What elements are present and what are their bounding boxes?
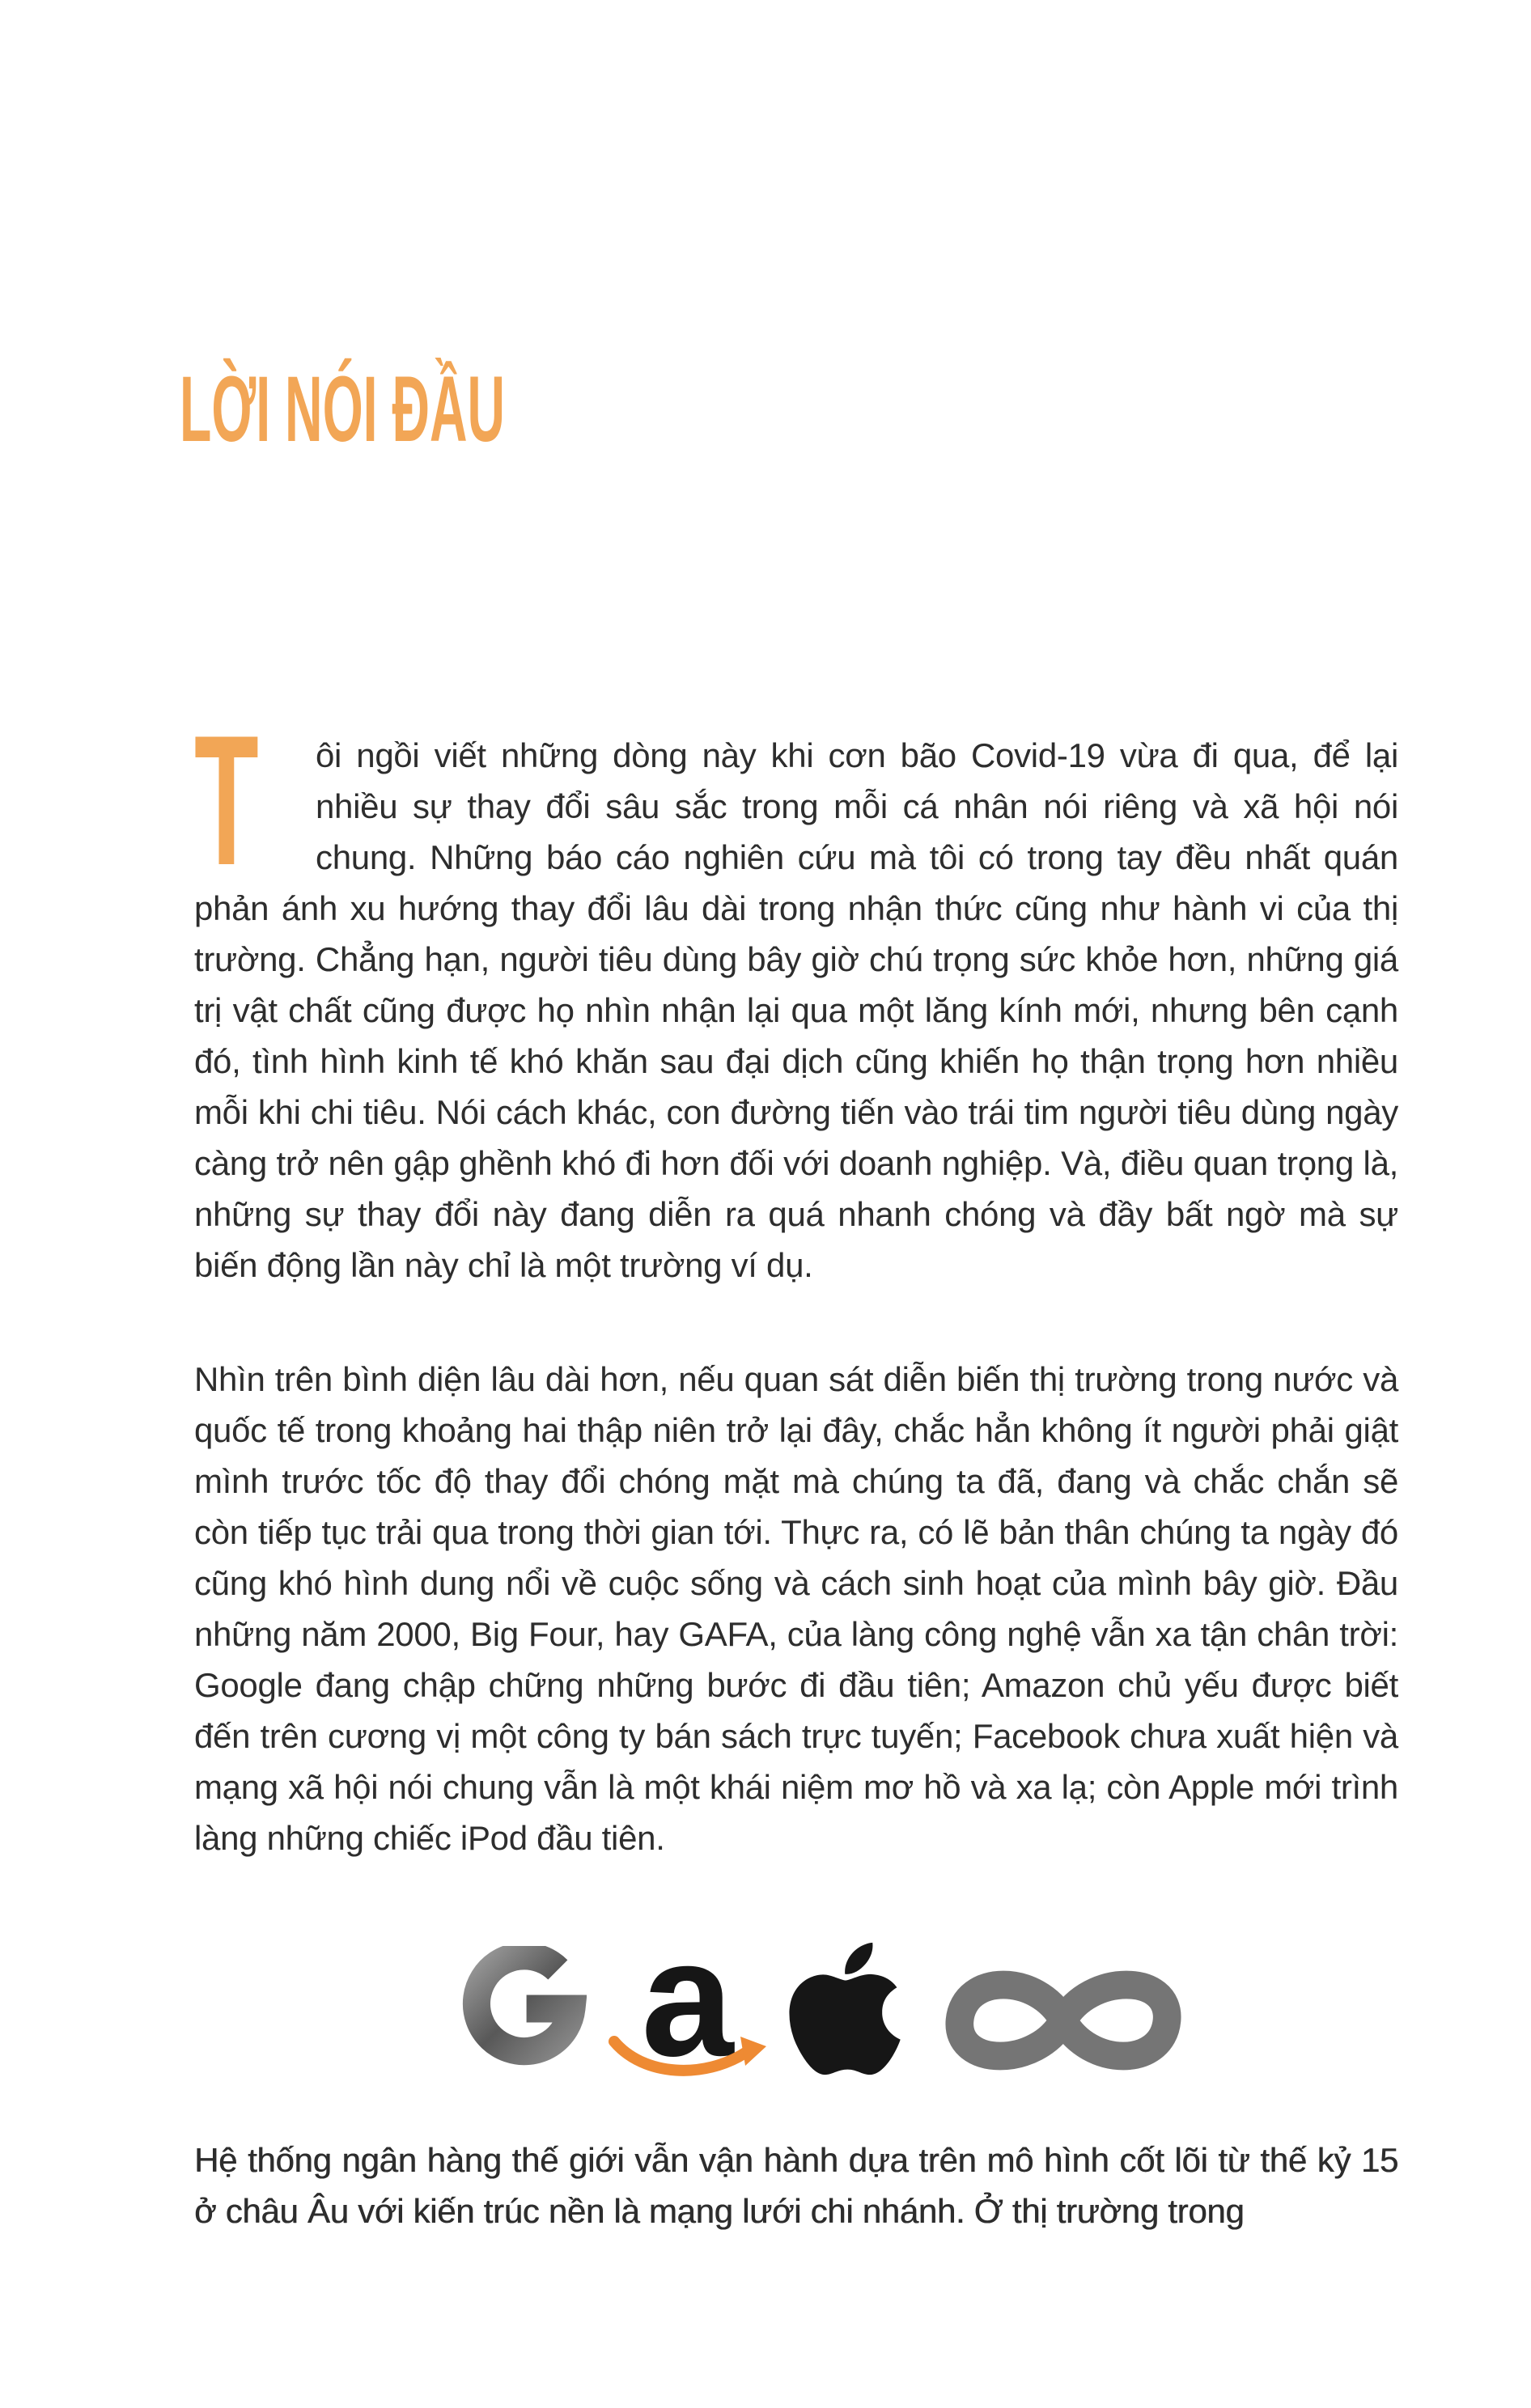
google-g-logo-icon bbox=[461, 1946, 587, 2071]
amazon-letter: a bbox=[641, 1906, 734, 2091]
amazon-smile-arrow-icon bbox=[608, 2035, 770, 2085]
amazon-a-logo bbox=[613, 1906, 762, 2091]
brand-logos-row bbox=[461, 1906, 1193, 2091]
apple-logo-icon bbox=[788, 1933, 901, 2084]
paragraph-3: Hệ thống ngân hàng thế giới vẫn vận hành dựa trên mô hình cốt lõi từ thế kỷ 15 ở châu Âu với kiến trúc nền là mạng lưới chi nhánh. Ở thị trường trong bbox=[194, 2141, 1398, 2230]
paragraph-1-text: ôi ngồi viết những dòng này khi cơn bão Covid-19 vừa đi qua, để lại nhiều sự thay đổi sâu sắc trong mỗi cá nhân nói riêng và xã hội nói chung. Những báo cáo nghiên cứu mà tôi có trong tay đều nhất quán phản ánh xu hướng thay đổi lâu dài trong nhận thức cũng như hành vi của thị trường. Chẳng hạn, người tiêu dùng bây giờ chú trọng sức khỏe hơn, những giá trị vật chất cũng được họ nhìn nhận lại qua một lăng kính mới, nhưng bên cạnh đó, tình hình kinh tế khó khăn sau đại dịch cũng khiến họ thận trọng hơn nhiều mỗi khi chi tiêu. Nói cách khác, con đường tiến vào trái tim người tiêu dùng ngày càng trở nên gập ghềnh khó đi hơn đối với doanh nghiệp. Và, điều quan trọng là, những sự thay đổi này đang diễn ra quá nhanh chóng và đầy bất ngờ mà sự biến động lần này chỉ là một trường ví dụ. bbox=[194, 736, 1398, 1284]
page-title: LỜI NÓI ĐẦU bbox=[180, 358, 505, 462]
paragraph-1 bbox=[194, 697, 1398, 1291]
drop-cap: T bbox=[194, 697, 259, 904]
meta-infinity-logo-icon bbox=[934, 1956, 1193, 2085]
paragraph-2: Nhìn trên bình diện lâu dài hơn, nếu quan sát diễn biến thị trường trong nước và quốc tế trong khoảng hai thập niên trở lại đây, chắc hẳn không ít người phải giật mình trước tốc độ thay đổi chóng mặt mà chúng ta đã, đang và chắc chắn sẽ còn tiếp tục trải qua trong thời gian tới. Thực ra, có lẽ bản thân chúng ta ngày đó cũng khó hình dung nổi về cuộc sống và cách sinh hoạt của mình bây giờ. Đầu những năm 2000, Big Four, hay GAFA, của làng công nghệ vẫn xa tận chân trời: Google đang chập chững những bước đi đầu tiên; Amazon chủ yếu được biết đến trên cương vị một công ty bán sách trực tuyến; Facebook chưa xuất hiện và mạng xã hội nói chung vẫn là một khái niệm mơ hồ và xa lạ; còn Apple mới trình làng những chiếc iPod đầu tiên. bbox=[194, 1360, 1398, 1857]
